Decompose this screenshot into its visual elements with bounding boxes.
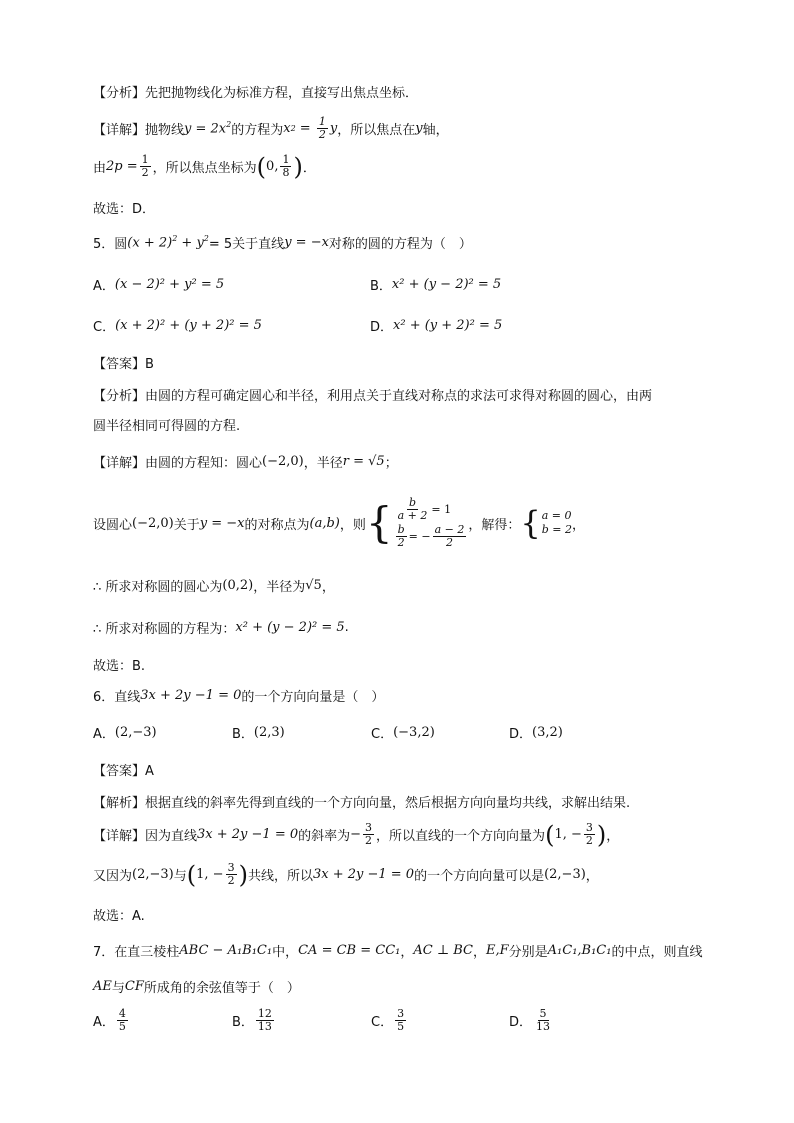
q5-option-c[interactable] <box>93 316 262 335</box>
option-math: (−3,2) <box>393 725 435 740</box>
option-math: x² + (y + 2)² = 5 <box>393 318 503 333</box>
option-letter: B． <box>232 727 254 742</box>
detail-text-2: ，所以焦点在 <box>337 123 416 138</box>
q6-text: 的一个方向向量是（ ） <box>241 690 385 705</box>
fraction-half: $\frac{1}{2}$ <box>141 153 149 179</box>
option-letter: A． <box>93 1015 115 1030</box>
option-letter: D． <box>509 1015 533 1030</box>
option-letter: C． <box>371 727 394 742</box>
analysis-text: 【分析】由圆的方程可确定圆心和半径，利用点关于直线对称点的求法可求得对称圆的圆心，由两 <box>93 389 653 404</box>
center-point: (0,2) <box>222 578 254 593</box>
period: . <box>344 620 349 635</box>
comma: ， <box>585 869 599 884</box>
option-letter: A． <box>93 279 115 294</box>
analysis-text: 圆半径相同可得圆的方程. <box>93 419 241 434</box>
analysis-6 <box>93 792 630 811</box>
q6-option-d[interactable] <box>509 723 563 742</box>
line-equation: 3x + 2y −1 = 0 <box>312 867 415 882</box>
comma: ， <box>321 580 335 595</box>
comma: ， <box>472 945 486 960</box>
detail-text-3: 轴， <box>422 123 449 138</box>
choice-text: 故选：B. <box>93 659 146 674</box>
q6-option-b[interactable] <box>232 723 285 742</box>
direction-text: 的一个方向向量可以是 <box>414 869 545 884</box>
points-ef: E,F <box>485 943 509 958</box>
radius-value: √5 <box>305 578 322 593</box>
text-setup: 设圆心 <box>93 517 133 533</box>
text-then: ，则 <box>339 517 366 533</box>
q5-text-2: 对称的圆的方程为（ ） <box>328 237 472 252</box>
q7-text: 中， <box>272 945 299 960</box>
focus-text: ，所以焦点坐标为 <box>152 161 257 176</box>
q7-text-3: 的中点，则直线 <box>611 945 703 960</box>
answer-text: 【答案】A <box>93 764 154 779</box>
radius-value: r = √5 <box>342 454 385 469</box>
option-letter: D． <box>509 727 533 742</box>
q7-text-2: 分别是 <box>508 945 548 960</box>
choice-5 <box>93 655 145 674</box>
q7-option-a[interactable] <box>93 1008 130 1033</box>
answer-6 <box>93 760 154 779</box>
collinear-6 <box>93 862 599 887</box>
option-letter: A． <box>93 727 115 742</box>
vector-a: (2,−3) <box>544 867 586 882</box>
line-equation: 3x + 2y −1 = 0 <box>197 827 299 842</box>
detail-5 <box>93 452 398 471</box>
choice-line-q4 <box>93 198 155 217</box>
left-brace-icon: { <box>365 498 393 547</box>
conclusion-text: ∴ 所求对称圆的方程为： <box>93 622 236 637</box>
q5-text: = 5关于直线 <box>208 237 285 252</box>
q6-label: 6．直线 <box>93 690 141 705</box>
question-6 <box>93 686 384 705</box>
option-math: (2,−3) <box>114 725 157 740</box>
equation-system: $\frac{b}{a + 2}$ = 1 $\frac{b}{2}$ = − $\frac{a - 2}{2}$ <box>397 496 465 549</box>
detail-text: 的方程为 <box>231 123 284 138</box>
analysis-text: 【解析】根据直线的斜率先得到直线的一个方向向量，然后根据方向向量均共线，求解出结果. <box>93 796 631 811</box>
q6-option-c[interactable] <box>371 723 435 742</box>
option-letter: B． <box>232 1015 254 1030</box>
option-letter: C． <box>371 1015 394 1030</box>
also-text: 又因为 <box>93 869 133 884</box>
fraction-three-halves: $\frac{3}{2}$ <box>365 821 373 847</box>
vector-a: (2,−3) <box>132 867 174 882</box>
comma: ， <box>572 517 586 533</box>
analysis-line-q4 <box>93 82 418 101</box>
q5-option-a[interactable] <box>93 275 224 294</box>
q7-text-4: 所成角的余弦值等于（ ） <box>143 981 300 996</box>
detail-6 <box>93 822 619 847</box>
detail-label: 【详解】因为直线 <box>93 829 198 844</box>
prism-name: ABC − A₁B₁C₁ <box>179 943 273 958</box>
focus-line-q4 <box>93 154 316 179</box>
line-equation: 3x + 2y −1 = 0 <box>140 688 242 703</box>
parabola-equation: $y = 2x^2$ <box>184 120 232 137</box>
edges: A₁C₁,B₁C₁ <box>547 943 612 958</box>
q7-option-b[interactable] <box>232 1008 276 1033</box>
collinear-text: 共线，所以 <box>247 869 313 884</box>
solution-system: a = 0 b = 2 <box>541 509 572 536</box>
question-5 <box>93 233 472 252</box>
line-equation: y = −x <box>284 235 329 250</box>
conclusion-5a <box>93 576 335 595</box>
p-equation: 2p = <box>106 159 138 174</box>
option-fraction: $\frac{3}{5}$ <box>397 1007 405 1033</box>
option-math: (x − 2)² + y² = 5 <box>114 277 225 292</box>
question-7 <box>93 941 703 960</box>
option-math: (3,2) <box>532 725 563 740</box>
q7-option-d[interactable] <box>509 1008 554 1033</box>
slope-text: 的斜率为 <box>298 829 351 844</box>
result-equation: x² + (y − 2)² = 5 <box>235 620 345 635</box>
minus-sign: − <box>350 827 362 842</box>
q5-option-d[interactable] <box>370 316 502 335</box>
answer-text: 【答案】B <box>93 357 154 372</box>
option-letter: D． <box>370 320 394 335</box>
q7-option-c[interactable] <box>371 1008 408 1033</box>
option-letter: C． <box>93 320 116 335</box>
detail-text: ，半径 <box>303 456 343 471</box>
analysis-text: 【分析】先把抛物线化为标准方程，直接写出焦点坐标． <box>93 86 419 101</box>
direction-vector: ( 1, − $\frac{3}{2}$ ) <box>186 860 248 889</box>
perpendicular: AC ⊥ BC <box>413 943 473 958</box>
circle-equation: $(x + 2)^2 + y^2$ <box>127 234 209 251</box>
text-about: 关于 <box>173 517 200 533</box>
text-solve: ，解得： <box>468 517 521 533</box>
option-fraction: $\frac{12}{13}$ <box>257 1007 272 1033</box>
conclusion-text: ∴ 所求对称圆的圆心为 <box>93 580 223 595</box>
answer-5 <box>93 353 154 372</box>
text-you: 由 <box>93 161 107 176</box>
q7-label: 7．在直三棱柱 <box>93 945 180 960</box>
direction-text: ，所以直线的一个方向向量为 <box>376 829 546 844</box>
detail-label: 【详解】抛物线 <box>93 123 185 138</box>
choice-6 <box>93 905 145 924</box>
text-symmetric: 的对称点为 <box>244 517 310 533</box>
line-cf: CF <box>124 979 144 994</box>
conclusion-text-2: ，半径为 <box>253 580 306 595</box>
focus-coordinate: ( 0 , $\frac{1}{8}$ ) <box>256 152 303 181</box>
option-letter: B． <box>370 279 392 294</box>
left-brace-icon: { <box>520 504 541 542</box>
choice-text: 故选：D． <box>93 202 156 217</box>
and-text: 与 <box>111 981 125 996</box>
option-math: x² + (y − 2)² = 5 <box>391 277 502 292</box>
question-7b <box>93 977 300 996</box>
center-point: (−2,0) <box>132 515 174 531</box>
option-math: (x + 2)² + (y + 2)² = 5 <box>115 318 262 333</box>
line-ae: AE <box>93 979 112 994</box>
option-math: (2,3) <box>253 725 285 740</box>
detail-line-q4 <box>93 116 449 141</box>
conclusion-5b <box>93 618 349 637</box>
center-point: (−2,0) <box>262 454 304 469</box>
option-fraction: $\frac{4}{5}$ <box>118 1007 126 1033</box>
axis-var: y <box>415 121 423 136</box>
direction-vector: ( 1, − $\frac{3}{2}$ ) <box>545 820 607 849</box>
detail-label: 【详解】由圆的方程知：圆心 <box>93 456 263 471</box>
analysis-5a <box>93 385 652 404</box>
comma: ， <box>400 945 414 960</box>
analysis-5b <box>93 415 240 434</box>
q5-option-b[interactable] <box>370 275 501 294</box>
edge-equality: CA = CB = CC₁ <box>298 943 401 958</box>
option-fraction: $\frac{5}{13}$ <box>536 1007 551 1033</box>
standard-equation: x 2 = $\frac{1}{2}$ y <box>283 115 338 141</box>
line-equation: y = −x <box>199 515 245 531</box>
q6-option-a[interactable] <box>93 723 157 742</box>
semicolon: ； <box>384 456 398 471</box>
symmetric-point: (a,b) <box>309 515 340 531</box>
comma: ， <box>606 829 620 844</box>
and-text: 与 <box>173 869 187 884</box>
q5-label: 5．圆 <box>93 237 128 252</box>
choice-text: 故选：A. <box>93 909 145 924</box>
symmetry-line-5 <box>93 486 585 560</box>
period: ． <box>302 161 316 176</box>
